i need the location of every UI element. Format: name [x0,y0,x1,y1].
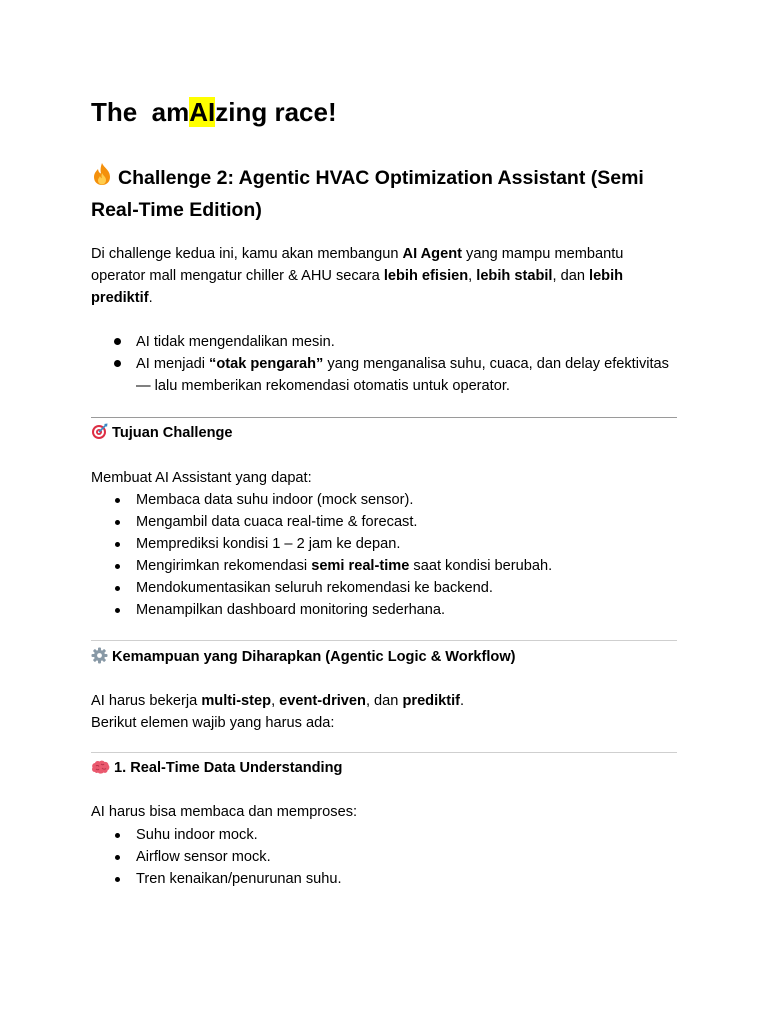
divider [91,417,677,418]
challenge-heading-text: Challenge 2: Agentic HVAC Optimization Assistant (Semi Real-Time Edition) [91,167,644,221]
intro-text-5: . [148,290,153,306]
title-highlight: AI [189,97,216,127]
list-item-text: Tren kenaikan/penurunan suhu. [136,871,342,887]
list-item [91,533,677,555]
kemampuan-paragraph [91,690,677,734]
divider [91,640,677,641]
page-title [91,94,337,130]
gear-icon [91,647,108,664]
intro-bold-stabil: lebih stabil [476,268,553,284]
bullet-icon [115,586,120,591]
list-item-text: Mengirimkan rekomendasi [136,558,312,574]
title-pre: The am [91,97,190,127]
tujuan-heading [91,422,677,444]
realtime-heading-text: 1. Real-Time Data Understanding [114,760,343,776]
intro-text-2: yang mampu membantu operator mall mengatur chiller & AHU secara [91,246,624,284]
bullet-icon [114,338,121,345]
intro-bold-prediktif: lebih prediktif [91,268,624,306]
kemampuan-heading [91,646,677,668]
bullet-icon [115,833,120,838]
intro-paragraph [91,243,677,309]
list-item-text: AI menjadi [136,356,210,372]
list-item-text: Mendokumentasikan seluruh rekomendasi ke backend. [136,580,493,596]
kemampuan-text-1: AI harus bekerja [91,693,202,709]
list-item [91,555,677,577]
realtime-list [91,824,677,890]
list-item [91,846,677,868]
list-item-text: Suhu indoor mock. [136,827,258,843]
list-item-bold: “otak pengarah” [209,356,324,372]
bullet-icon [115,542,120,547]
bullet-icon [115,498,120,503]
intro-bullet-list [91,331,677,397]
tujuan-heading-text: Tujuan Challenge [112,425,233,441]
bullet-icon [115,855,120,860]
kemampuan-bold-multi-step: multi-step [201,693,272,709]
list-item [91,353,677,397]
intro-text-4: , dan [552,268,590,284]
list-item [91,331,677,353]
realtime-heading [91,757,677,779]
list-item-text: Membaca data suhu indoor (mock sensor). [136,492,414,508]
divider [91,752,677,753]
list-item-bold: semi real-time [311,558,410,574]
list-item [91,824,677,846]
kemampuan-text-4: . [460,693,465,709]
intro-text-3: , [468,268,477,284]
tujuan-lead: Membuat AI Assistant yang dapat: [91,470,312,486]
challenge-heading [91,162,677,225]
title-post: zing race! [215,97,337,127]
bullet-icon [115,608,120,613]
realtime-lead: AI harus bisa membaca dan memproses: [91,804,358,820]
kemampuan-bold-prediktif: prediktif [402,693,461,709]
list-item [91,599,677,621]
list-item [91,577,677,599]
kemampuan-bold-event-driven: event-driven [279,693,366,709]
bullet-icon [115,564,120,569]
list-item-text: Memprediksi kondisi 1 – 2 jam ke depan. [136,536,401,552]
kemampuan-text-2: , [271,693,280,709]
tujuan-list [91,489,677,621]
kemampuan-text-3: , dan [365,693,403,709]
target-icon [91,423,108,440]
brain-icon [91,760,110,775]
list-item-text: saat kondisi berubah. [409,558,553,574]
list-item-text: AI tidak mengendalikan mesin. [136,334,335,350]
intro-bold-ai-agent: AI Agent [402,246,462,262]
intro-bold-efisien: lebih efisien [383,268,469,284]
bullet-icon [114,360,121,367]
bullet-icon [115,877,120,882]
fire-icon [91,162,113,195]
list-item [91,868,677,890]
intro-text-1: Di challenge kedua ini, kamu akan membangun [91,246,403,262]
list-item-text: Menampilkan dashboard monitoring sederhana. [136,602,446,618]
list-item [91,489,677,511]
list-item-text: yang menganalisa suhu, cuaca, dan delay efektivitas — lalu memberikan rekomendasi otomatis untuk operator. [136,356,669,394]
kemampuan-line-2: Berikut elemen wajib yang harus ada: [91,715,335,731]
list-item-text: Airflow sensor mock. [136,849,271,865]
kemampuan-heading-text: Kemampuan yang Diharapkan (Agentic Logic & Workflow) [112,649,516,665]
bullet-icon [115,520,120,525]
list-item-text: Mengambil data cuaca real-time & forecast. [136,514,418,530]
list-item [91,511,677,533]
